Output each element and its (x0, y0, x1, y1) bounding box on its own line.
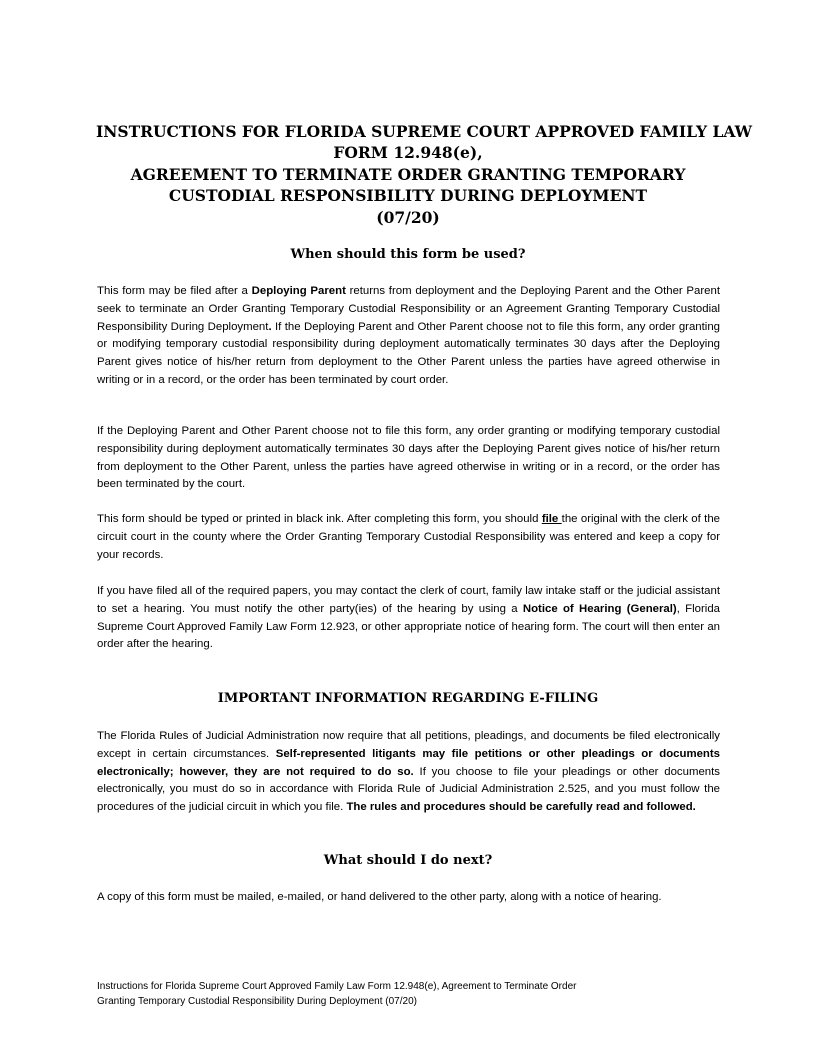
bold-term: Notice of Hearing (General) (522, 602, 677, 615)
text-run: This form should be typed or printed in black ink. After completing this form, you should (97, 513, 542, 525)
title-line: (07/20) (376, 207, 440, 227)
bold-underlined-term: file (541, 513, 562, 525)
paragraph-when-used-1 (97, 283, 720, 390)
title-line: CUSTODIAL RESPONSIBILITY DURING DEPLOYMENT (168, 186, 648, 206)
text-run: the original with the clerk of the circuit court in the county where the Order Granting Temporary Custodial Responsibility was entered and keep a copy for your records. (97, 513, 720, 561)
title-line: INSTRUCTIONS FOR FLORIDA SUPREME COURT APPROVED FAMILY LAW (96, 122, 753, 141)
text-run: This form may be filed after a (97, 285, 252, 297)
paragraph-when-used-3 (97, 511, 720, 564)
document-title (96, 121, 753, 228)
page-footer (97, 980, 720, 1009)
text-run: The Florida Rules of Judicial Administration now require that all petitions, pleadings, and documents be filed electronically except in certain circumstances. (97, 730, 720, 760)
text-run: If you choose to file your pleadings or other documents electronically, you must do so in accordance with Florida Rule of Judicial Administration 2.525, and you must follow the procedures of the judicial circuit in which you file. (97, 765, 720, 814)
footer-line: Granting Temporary Custodial Responsibility During Deployment (07/20) (97, 995, 417, 1007)
bold-term: The rules and procedures should be carefully read and followed. (346, 801, 696, 814)
title-line: AGREEMENT TO TERMINATE ORDER GRANTING TEMPORARY (130, 164, 686, 184)
bold-term: Deploying Parent (251, 285, 346, 297)
bold-term: Self-represented litigants may file petitions or other pleadings or documents electronically; however, they are not required to do so. (97, 747, 720, 778)
text-run: , Florida Supreme Court Approved Family Law Form 12.923, or other appropriate notice of hearing form. The court will then enter an order after the hearing. (97, 602, 720, 651)
paragraph-next-1: A copy of this form must be mailed, e-mailed, or hand delivered to the other party, along with a notice of hearing. (97, 891, 662, 903)
section-heading-efiling: IMPORTANT INFORMATION REGARDING E-FILING (217, 691, 599, 706)
footer-line: Instructions for Florida Supreme Court Approved Family Law Form 12.948(e), Agreement to Terminate Order (97, 981, 577, 992)
paragraph-efiling-1 (97, 728, 720, 817)
section-heading-next: What should I do next? (323, 853, 493, 868)
section-heading-when-used: When should this form be used? (290, 247, 526, 262)
text-run: returns from deployment and the Deploying Parent and the Other Parent seek to terminate an Order Granting Temporary Custodial Responsibility or an Agreement Granting Temporary Custodial Responsibility During Deployment (97, 285, 720, 333)
text-run: If the Deploying Parent and Other Parent choose not to file this form, any order granting or modifying temporary custodial responsibility during deployment automatically terminates 30 days after the Deploying Parent gives notice of his/her return from deployment to the Other Parent unless the parties have agreed otherwise in writing or in a record, or the order has been terminated by court order. (97, 320, 720, 386)
paragraph-when-used-4 (97, 583, 720, 654)
paragraph-when-used-2: If the Deploying Parent and Other Parent choose not to file this form, any order granting or modifying temporary custodial responsibility during deployment automatically terminates 30 days after the Deploying Parent gives notice of his/her return from deployment to the Other Parent, unless the parties have agreed otherwise in writing or in a record, or the order has been terminated by the court. (97, 425, 720, 491)
text-run: If you have filed all of the required papers, you may contact the clerk of court, family law intake staff or the judicial assistant to set a hearing. You must notify the other party(ies) of the hearing by using a (97, 585, 720, 615)
bold-period: . (268, 320, 272, 333)
title-line: FORM 12.948(e), (333, 143, 483, 163)
